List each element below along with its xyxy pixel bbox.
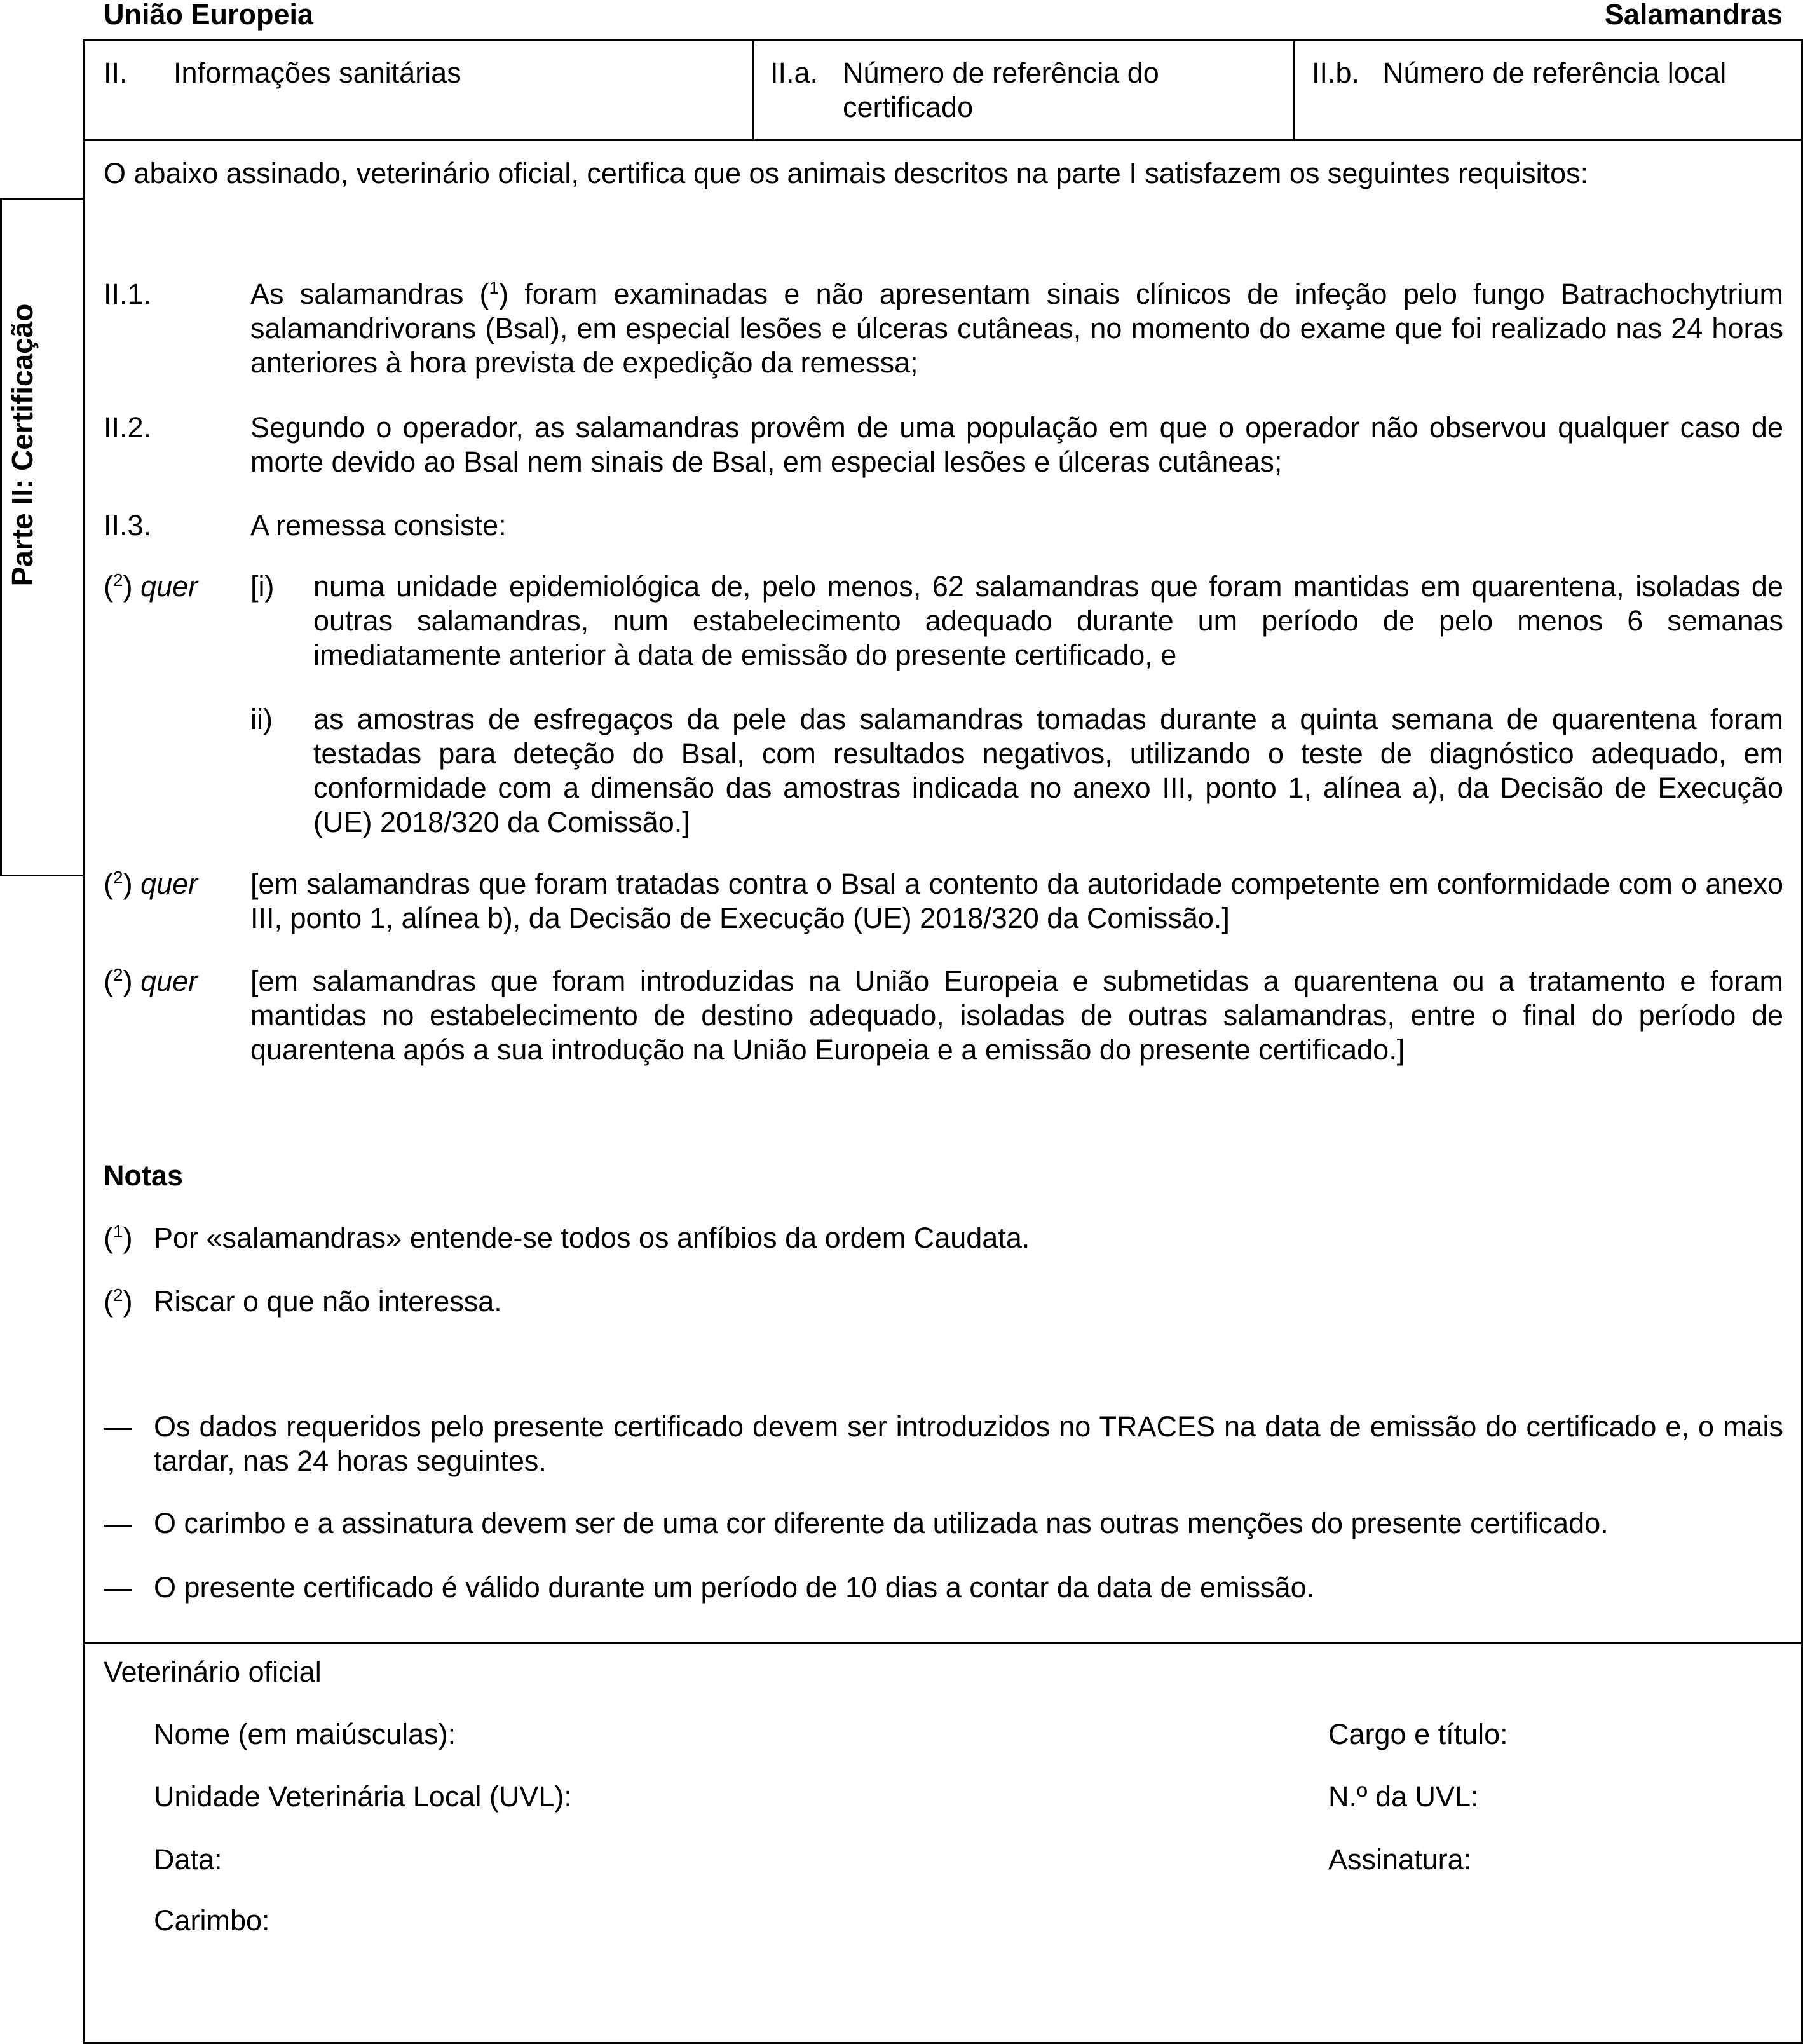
header-right: Salamandras (1604, 0, 1783, 31)
top-border (83, 39, 1803, 41)
footnote-ref-1: 1 (489, 278, 500, 297)
field-stamp: Carimbo: (154, 1904, 270, 1937)
option-1-ii-text: as amostras de esfregaços da pele das salamandras tomadas durante a quinta semana de quarentena foram testadas para deteção do Bsal, com resultados negativos, utilizando o teste de diagnóstico adequado, em conformidade com a dimensão das amostras indicada no anexo III, ponto 1, alínea a), da Decisão de Execução (UE) 2018/320 da Comissão.] (313, 703, 1783, 838)
signature-divider (83, 1642, 1803, 1644)
box-iia-number: II.a. (770, 57, 819, 89)
option-1-i-text: numa unidade epidemiológica de, pelo menos, 62 salamandras que foram mantidas em quarentena, isoladas de outras salamandras, num estabelecimento adequado durante um período de pelo menos 6 semanas imediatamente anterior à data de emissão do presente certificado, e (313, 570, 1783, 671)
item-ii1-number: II.1. (104, 278, 152, 310)
dash-2: — (104, 1507, 132, 1539)
box-iib-label: Número de referência local (1383, 57, 1727, 89)
option-1-ii-number: ii) (250, 703, 273, 735)
side-tab-top (0, 198, 84, 200)
item-ii3-text: A remessa consiste: (250, 509, 507, 542)
box-iib-number: II.b. (1312, 57, 1360, 89)
boxes-bottom-border (83, 139, 1803, 141)
item-ii1-text-a: As salamandras ( (250, 278, 489, 310)
dash-3: — (104, 1571, 132, 1604)
note-dash-3-text: O presente certificado é válido durante um período de 10 dias a contar da data de emissão. (154, 1571, 1315, 1604)
notes-title: Notas (104, 1159, 184, 1192)
note-dash-1-text: Os dados requeridos pelo presente certificado devem ser introduzidos no TRACES na data de emissão do certificado e, o mais tardar, nas 24 horas seguintes. (154, 1410, 1783, 1477)
footnote-ref-2: 2 (113, 868, 123, 887)
note-2-text: Riscar o que não interessa. (154, 1285, 502, 1318)
footnote-ref-2: 2 (113, 965, 123, 985)
field-uvl: Unidade Veterinária Local (UVL): (154, 1780, 572, 1813)
option-3-text: [em salamandras que foram introduzidas na União Europeia e submetidas a quarentena ou a tratamento e foram mantidas no estabelecimento de destino adequado, isoladas de outras salamandras, entre o final do período de quarentena após a sua introdução na União Europeia e a emissão do presente certificado.] (250, 965, 1783, 1066)
header-left: União Europeia (104, 0, 314, 31)
option-1-marker: ($^2$) quer (104, 570, 198, 603)
field-date: Data: (154, 1843, 222, 1876)
option-3-marker: ($^2$) quer (104, 965, 198, 997)
note-dash-2-text: O carimbo e a assinatura devem ser de uma cor diferente da utilizada nas outras menções do presente certificado. (154, 1507, 1609, 1539)
signature-title: Veterinário oficial (104, 1656, 322, 1688)
field-name: Nome (em maiúsculas): (154, 1718, 456, 1750)
item-ii2-number: II.2. (104, 411, 152, 444)
side-label: Parte II: Certificação (6, 303, 39, 587)
box-divider-2 (1293, 39, 1295, 141)
box-ii-number: II. (104, 57, 128, 89)
dash-1: — (104, 1410, 132, 1443)
item-ii2-text: Segundo o operador, as salamandras provêm de uma população em que o operador não observou qualquer caso de morte devido ao Bsal nem sinais de Bsal, em especial lesões e úlceras cutâneas; (250, 411, 1783, 478)
note-2-marker: ($^2$) (104, 1285, 133, 1318)
note-1-text: Por «salamandras» entende-se todos os anfíbios da ordem Caudata. (154, 1222, 1030, 1254)
side-tab-bottom (0, 875, 84, 876)
item-ii3-number: II.3. (104, 509, 152, 542)
option-2-text: [em salamandras que foram tratadas contra o Bsal a contento da autoridade competente em conformidade com o anexo III, ponto 1, alínea b), da Decisão de Execução (UE) 2018/320 da Comissão.] (250, 868, 1783, 934)
field-signature: Assinatura: (1328, 1843, 1472, 1876)
box-iia-label: Número de referência do certificado (843, 57, 1159, 123)
box-ii-label: Informações sanitárias (173, 57, 461, 89)
field-uvl-number: N.º da UVL: (1328, 1780, 1479, 1813)
note-1-marker: ($^1$) (104, 1222, 133, 1254)
side-tab-left (0, 198, 2, 876)
option-2-marker: ($^2$) quer (104, 868, 198, 900)
footnote-ref-2: 2 (113, 570, 123, 590)
option-1-i-number: [i) (250, 570, 275, 603)
intro-text: O abaixo assinado, veterinário oficial, certifica que os animais descritos na parte I satisfazem os seguintes requisitos: (104, 157, 1589, 189)
box-divider-1 (752, 39, 754, 141)
item-ii1-text-b: ) foram examinadas e não apresentam sinais clínicos de infeção pelo fungo Batrachochytrium salamandrivorans (Bsal), em especial lesões e úlceras cutâneas, no momento do exame que foi realizado nas 24 horas anteriores à hora prevista de expedição da remessa; (250, 278, 1783, 379)
left-border (83, 39, 85, 2044)
item-ii1-text (250, 277, 1783, 380)
field-position: Cargo e título: (1328, 1718, 1508, 1750)
